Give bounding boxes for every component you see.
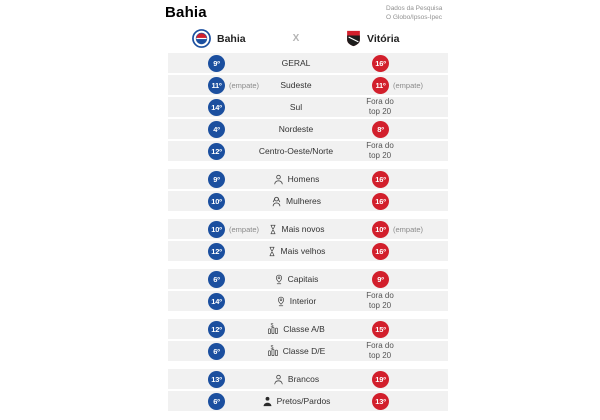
category-label: Mais velhos: [280, 246, 326, 256]
bahia-cell: [168, 191, 264, 211]
vitoria-cell: [328, 319, 448, 339]
vitoria-rank-badge: 16º: [372, 55, 389, 72]
vitoria-rank-badge: 16º: [372, 243, 389, 260]
category-label: GERAL: [281, 58, 311, 68]
table-row: [168, 119, 448, 139]
category-cell: [264, 241, 328, 261]
category-cell: [264, 291, 328, 311]
category-cell: [264, 319, 328, 339]
vitoria-rank-badge: 11º: [372, 77, 389, 94]
vitoria-cell: [328, 391, 448, 411]
category-cell: [264, 341, 328, 361]
category-label: Centro-Oeste/Norte: [258, 146, 334, 156]
bahia-cell: [168, 141, 264, 161]
category-cell: [264, 53, 328, 73]
empate-note: (empate): [393, 224, 424, 234]
vitoria-rank-badge: 16º: [372, 171, 389, 188]
category-label: Brancos: [287, 374, 320, 384]
vitoria-cell: [328, 341, 448, 361]
bahia-cell: [168, 97, 264, 117]
table-group: [168, 269, 448, 311]
table-row: [168, 97, 448, 117]
vitoria-rank-badge: 10º: [372, 221, 389, 238]
bahia-header: [168, 29, 264, 48]
vitoria-name: Vitória: [367, 32, 400, 45]
bahia-cell: [168, 369, 264, 389]
vitoria-cell: [328, 291, 448, 311]
category-label: Classe A/B: [283, 324, 325, 334]
pin-icon: [274, 274, 284, 285]
fora-do-top20-label: Fora do top 20: [366, 291, 394, 310]
bahia-rank-badge: 4º: [208, 121, 225, 138]
vitoria-cell: [328, 53, 448, 73]
bahia-cell: [168, 219, 264, 239]
table-row: [168, 291, 448, 311]
table-row: [168, 75, 448, 95]
bahia-cell: [168, 119, 264, 139]
table-row: [168, 53, 448, 73]
bahia-rank-badge: 12º: [208, 243, 225, 260]
vitoria-cell: [328, 369, 448, 389]
fora-do-top20-label: Fora do top 20: [366, 341, 394, 360]
table-group: [168, 369, 448, 411]
bahia-cell: [168, 291, 264, 311]
source-credit: [386, 4, 442, 23]
vitoria-rank-badge: 15º: [372, 321, 389, 338]
bahia-rank-badge: 12º: [208, 143, 225, 160]
person-outline-icon: [273, 374, 284, 385]
bahia-crest-icon: [192, 29, 211, 48]
source-line-1: Dados da Pesquisa: [386, 5, 443, 12]
table-row: [168, 169, 448, 189]
money-bars-icon: [267, 345, 279, 357]
category-label: Classe D/E: [282, 346, 326, 356]
table-row: [168, 219, 448, 239]
category-cell: [264, 169, 328, 189]
bahia-cell: [168, 341, 264, 361]
category-label: Capitais: [287, 274, 319, 284]
vitoria-rank-badge: 9º: [372, 271, 389, 288]
fora-do-top20-label: Fora do top 20: [366, 97, 394, 116]
bahia-rank-badge: 14º: [208, 99, 225, 116]
table-group: [168, 169, 448, 211]
vitoria-cell: [328, 241, 448, 261]
comparison-content: [168, 29, 448, 419]
woman-icon: [271, 196, 282, 207]
bahia-rank-badge: 13º: [208, 371, 225, 388]
vitoria-cell: [328, 141, 448, 161]
hourglass-icon: [268, 224, 278, 235]
category-cell: [264, 219, 328, 239]
category-cell: [264, 391, 331, 411]
hourglass-icon: [267, 246, 277, 257]
matchup-header: [168, 29, 448, 48]
category-label: Pretos/Pardos: [276, 396, 331, 406]
bahia-rank-badge: 9º: [208, 55, 225, 72]
category-cell: [264, 369, 328, 389]
bahia-rank-badge: 11º: [208, 77, 225, 94]
category-cell: [264, 191, 328, 211]
bahia-cell: [168, 241, 264, 261]
table-row: [168, 369, 448, 389]
category-label: Mais novos: [281, 224, 325, 234]
table-row: [168, 191, 448, 211]
vitoria-cell: [328, 97, 448, 117]
page-title: Bahia: [165, 4, 207, 21]
table-group: [168, 219, 448, 261]
category-cell: [264, 119, 328, 139]
bahia-cell: [168, 169, 264, 189]
versus-cell: [264, 29, 328, 48]
category-label: Sul: [289, 102, 303, 112]
empate-note: (empate): [393, 80, 424, 90]
category-label: Nordeste: [278, 124, 314, 134]
vitoria-cell: [328, 119, 448, 139]
category-cell: [264, 269, 328, 289]
bahia-cell: [168, 53, 264, 73]
table-row: [168, 319, 448, 339]
table-row: [168, 391, 448, 411]
table-row: [168, 241, 448, 261]
category-label: Interior: [289, 296, 317, 306]
man-icon: [273, 174, 284, 185]
bahia-name: Bahia: [217, 32, 246, 45]
table-row: [168, 141, 448, 161]
bahia-rank-badge: 6º: [208, 343, 225, 360]
bahia-cell: [168, 391, 264, 411]
vitoria-cell: [328, 169, 448, 189]
category-label: Sudeste: [280, 80, 312, 90]
fora-do-top20-label: Fora do top 20: [366, 141, 394, 160]
bahia-rank-badge: 6º: [208, 271, 225, 288]
category-cell: [264, 97, 328, 117]
vitoria-cell: [328, 75, 448, 95]
bahia-rank-badge: 9º: [208, 171, 225, 188]
category-label: Homens: [287, 174, 320, 184]
vitoria-cell: [328, 191, 448, 211]
bahia-rank-badge: 10º: [208, 221, 225, 238]
bahia-rank-badge: 6º: [208, 393, 225, 410]
bahia-rank-badge: 12º: [208, 321, 225, 338]
table-row: [168, 341, 448, 361]
table-row: [168, 269, 448, 289]
empate-note: (empate): [229, 224, 260, 234]
svg-text:$: $: [270, 345, 274, 352]
vitoria-rank-badge: 8º: [372, 121, 389, 138]
category-cell: [264, 75, 328, 95]
vitoria-rank-badge: 13º: [372, 393, 389, 410]
bahia-cell: [168, 75, 264, 95]
pin-icon: [276, 296, 286, 307]
source-line-2: O Globo/Ipsos-Ipec: [386, 14, 442, 22]
bahia-rank-badge: 14º: [208, 293, 225, 310]
table-group: [168, 53, 448, 161]
empate-note: (empate): [229, 80, 260, 90]
vitoria-cell: [328, 219, 448, 239]
table-group: [168, 319, 448, 361]
vitoria-rank-badge: 16º: [372, 193, 389, 210]
vitoria-header: [328, 29, 448, 48]
bahia-cell: [168, 269, 264, 289]
category-label: Mulheres: [286, 196, 321, 206]
category-cell: [258, 141, 334, 161]
person-filled-icon: [262, 396, 273, 407]
vitoria-rank-badge: 19º: [372, 371, 389, 388]
svg-text:$: $: [270, 323, 274, 330]
vitoria-cell: [328, 269, 448, 289]
vitoria-crest-icon: [346, 30, 361, 47]
versus-label: X: [292, 33, 300, 44]
money-bars-icon: [267, 323, 279, 335]
comparison-table: [168, 53, 448, 411]
bahia-cell: [168, 319, 264, 339]
bahia-rank-badge: 10º: [208, 193, 225, 210]
